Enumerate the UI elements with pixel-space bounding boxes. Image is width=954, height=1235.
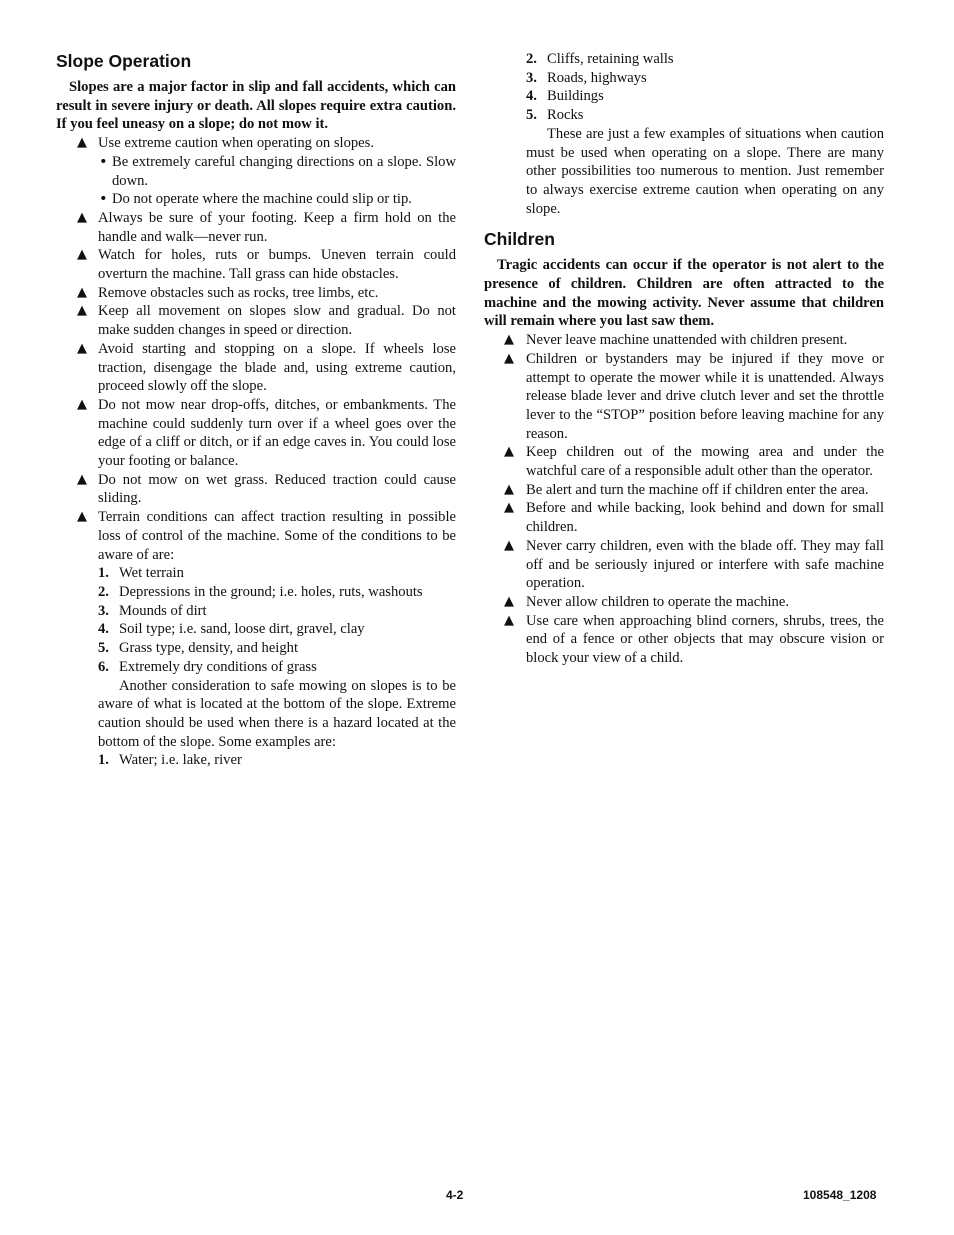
condition-text: Wet terrain <box>119 565 184 582</box>
slope-warning-9: ▲ Terrain conditions can affect traction resulting in possible loss of control of the machine. Some of the conditions to be aware of are: <box>56 508 456 564</box>
children-warning-5: ▲ Before and while backing, look behind and down for small children. <box>484 499 884 536</box>
hazard-text: Rocks <box>547 107 584 124</box>
condition-number: 5. <box>98 640 109 657</box>
left-column <box>56 50 456 770</box>
hazard-item <box>484 106 884 125</box>
children-warning-2: ▲ Children or bystanders may be injured if they move or attempt to operate the mower while it is unattended. Always release blade lever and drive clutch lever and set the throttle lever to the “STOP” position before leaving machine for any reason. <box>484 350 884 444</box>
slope-warning-2: ▲ Always be sure of your footing. Keep a firm hold on the handle and walk—never run. <box>56 209 456 246</box>
hazard-text: Buildings <box>547 88 604 105</box>
page-number: 4-2 <box>446 1188 464 1202</box>
slope-intro: Slopes are a major factor in slip and fall accidents, which can result in severe injury or death. All slopes require extra caution. If you feel uneasy on a slope; do not mow it. <box>56 79 456 133</box>
hazard-item <box>484 69 884 88</box>
slope-sub-bullet-1: • Be extremely careful changing directions on a slope. Slow down. <box>56 153 456 190</box>
children-warning-4: ▲ Be alert and turn the machine off if children enter the area. <box>484 481 884 500</box>
condition-number: 1. <box>98 565 109 582</box>
slope-warning-7: ▲ Do not mow near drop-offs, ditches, or embankments. The machine could suddenly turn over if a wheel goes over the edge of a cliff or ditch, or if an edge caves in. You could lose your footing or balance. <box>56 396 456 471</box>
slope-operation-heading: Slope Operation <box>56 51 192 71</box>
condition-text: Extremely dry conditions of grass <box>119 658 317 675</box>
hazard-text: Water; i.e. lake, river <box>119 752 242 769</box>
condition-item <box>56 658 456 677</box>
hazard-number: 4. <box>526 88 537 105</box>
condition-number: 2. <box>98 583 109 600</box>
children-warning-6: ▲ Never carry children, even with the blade off. They may fall off and be seriously injured or interfere with safe machine operation. <box>484 537 884 593</box>
condition-text: Soil type; i.e. sand, loose dirt, gravel, clay <box>119 621 365 638</box>
children-warning-3: ▲ Keep children out of the mowing area and under the watchful care of a responsible adult other than the operator. <box>484 443 884 480</box>
hazard-item <box>484 50 884 69</box>
hazard-item <box>56 751 456 770</box>
condition-text: Mounds of dirt <box>119 602 207 619</box>
children-warning-8: ▲ Use care when approaching blind corners, shrubs, trees, the end of a fence or other objects that may obscure vision or block your view of a child. <box>484 612 884 668</box>
children-intro: Tragic accidents can occur if the operator is not alert to the presence of children. Children are often attracted to the machine and the mowing activity. Never assume that children will remain where you last saw them. <box>484 257 884 330</box>
condition-item <box>56 639 456 658</box>
hazard-text: Roads, highways <box>547 69 647 86</box>
condition-number: 3. <box>98 602 109 619</box>
condition-item <box>56 620 456 639</box>
hazard-item <box>484 87 884 106</box>
hazard-text: Cliffs, retaining walls <box>547 51 674 67</box>
slope-warning-5: ▲ Keep all movement on slopes slow and gradual. Do not make sudden changes in speed or direction. <box>56 302 456 339</box>
right-column <box>484 50 884 668</box>
condition-text: Grass type, density, and height <box>119 640 299 657</box>
condition-item <box>56 602 456 621</box>
children-heading: Children <box>484 229 555 250</box>
condition-text: Depressions in the ground; i.e. holes, ruts, washouts <box>119 583 423 600</box>
hazard-number: 3. <box>526 69 537 86</box>
hazard-number: 1. <box>98 752 109 769</box>
slope-closing-paragraph: These are just a few examples of situations when caution must be used when operating on a slope. There are many other possibilities too numerous to mention. Just remember to always exercise extreme caution when operating on any slope. <box>526 125 884 217</box>
slope-warning-4: ▲ Remove obstacles such as rocks, tree limbs, etc. <box>56 284 456 303</box>
slope-sub-bullet-2: • Do not operate where the machine could slip or tip. <box>56 190 456 209</box>
slope-warning-6: ▲ Avoid starting and stopping on a slope. If wheels lose traction, disengage the blade and, using extreme caution, proceed slowly off the slope. <box>56 340 456 396</box>
condition-number: 4. <box>98 621 109 638</box>
slope-consideration-paragraph: Another consideration to safe mowing on slopes is to be aware of what is located at the bottom of the slope. Extreme caution should be used when there is a hazard located at the bottom of the slope. Some examples are: <box>98 677 456 750</box>
condition-item <box>56 564 456 583</box>
slope-warning-3: ▲ Watch for holes, ruts or bumps. Uneven terrain could overturn the machine. Tall grass can hide obstacles. <box>56 246 456 283</box>
document-code: 108548_1208 <box>803 1188 877 1202</box>
children-warning-1: ▲ Never leave machine unattended with children present. <box>484 331 884 350</box>
hazard-number: 5. <box>526 107 537 124</box>
condition-number: 6. <box>98 658 109 675</box>
condition-item <box>56 583 456 602</box>
children-warning-7: ▲ Never allow children to operate the machine. <box>484 593 884 612</box>
hazard-number: 2. <box>526 51 537 67</box>
slope-warning-8: ▲ Do not mow on wet grass. Reduced traction could cause sliding. <box>56 471 456 508</box>
slope-warning-1: ▲ Use extreme caution when operating on slopes. <box>56 134 456 153</box>
